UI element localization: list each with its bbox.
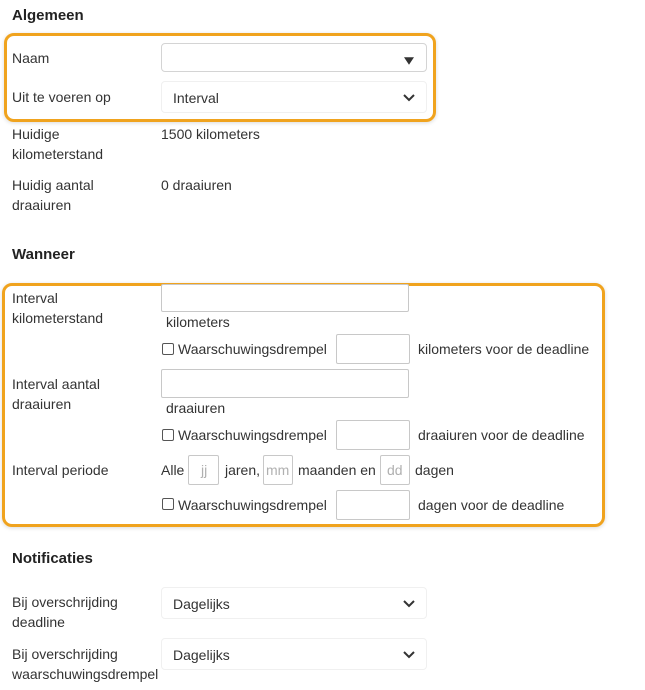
dagen-warning-checkbox[interactable] (162, 498, 174, 510)
interval-km-input[interactable] (161, 284, 409, 312)
deadline-label-line1: Bij overschrijding (12, 594, 118, 610)
uren-warning-checkbox[interactable] (162, 429, 174, 441)
uren-warning-input[interactable] (336, 420, 410, 450)
drempel-label-line2: waarschuwingsdrempel (12, 666, 159, 682)
interval-km-label (12, 288, 103, 328)
deadline-label (12, 592, 118, 632)
years-input[interactable] (188, 455, 219, 485)
triangle-down-icon (402, 56, 416, 66)
huidig-uren-label (12, 175, 94, 215)
months-input[interactable] (263, 455, 293, 485)
deadline-notification-select[interactable] (161, 587, 427, 619)
drempel-label (12, 644, 158, 684)
section-title-notificaties: Notificaties (12, 550, 93, 567)
huidig-uren-label-line1: Huidig aantal (12, 177, 94, 193)
km-warning-checkbox[interactable] (162, 343, 174, 355)
uren-warning-suffix: draaiuren voor de deadline (418, 427, 585, 443)
jaren-text: jaren, (225, 462, 261, 478)
km-warning-label: Waarschuwingsdrempel (178, 341, 327, 357)
dagen-warning-suffix: dagen voor de deadline (418, 497, 565, 513)
dagen-warning-input[interactable] (336, 490, 410, 520)
drempel-select-value: Dagelijks (173, 647, 230, 663)
huidige-km-value: 1500 kilometers (161, 126, 260, 142)
km-warning-suffix: kilometers voor de deadline (418, 341, 590, 357)
chevron-down-icon (402, 93, 416, 103)
naam-select[interactable] (161, 43, 427, 72)
huidig-uren-value: 0 draaiuren (161, 177, 232, 193)
deadline-label-line2: deadline (12, 614, 65, 630)
maanden-en-text: maanden en (298, 462, 376, 478)
months-placeholder: mm (266, 462, 290, 478)
dagen-text: dagen (415, 462, 454, 478)
uren-warning-label: Waarschuwingsdrempel (178, 427, 327, 443)
interval-km-label-line2: kilometerstand (12, 310, 104, 326)
section-title-wanneer: Wanneer (12, 246, 75, 263)
drempel-label-line1: Bij overschrijding (12, 646, 118, 662)
interval-uren-label-line1: Interval aantal (12, 376, 100, 392)
section-title-algemeen: Algemeen (12, 7, 84, 24)
naam-label: Naam (12, 50, 50, 66)
interval-uren-label-line2: draaiuren (12, 396, 72, 412)
alle-text: Alle (161, 462, 185, 478)
interval-periode-label: Interval periode (12, 462, 109, 478)
uren-unit: draaiuren (166, 400, 226, 416)
days-input[interactable] (380, 455, 410, 485)
km-unit: kilometers (166, 314, 230, 330)
chevron-down-icon (402, 650, 416, 660)
drempel-notification-select[interactable] (161, 638, 427, 670)
huidige-km-label (12, 124, 103, 164)
uitvoeren-label: Uit te voeren op (12, 89, 111, 105)
huidige-km-label-line2: kilometerstand (12, 146, 104, 162)
huidig-uren-label-line2: draaiuren (12, 197, 72, 213)
dagen-warning-label: Waarschuwingsdrempel (178, 497, 327, 513)
deadline-select-value: Dagelijks (173, 596, 230, 612)
uitvoeren-select[interactable] (161, 81, 427, 113)
interval-uren-label (12, 374, 100, 414)
huidige-km-label-line1: Huidige (12, 126, 60, 142)
interval-km-label-line1: Interval (12, 290, 58, 306)
days-placeholder: dd (387, 462, 403, 478)
uitvoeren-select-value: Interval (173, 90, 219, 106)
years-placeholder: jj (201, 462, 208, 478)
km-warning-input[interactable] (336, 334, 410, 364)
interval-uren-input[interactable] (161, 369, 409, 398)
chevron-down-icon (402, 599, 416, 609)
